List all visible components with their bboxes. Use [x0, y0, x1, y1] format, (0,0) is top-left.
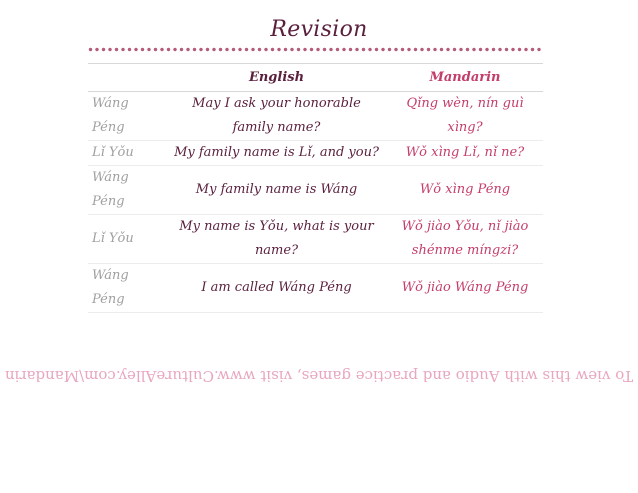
mandarin-cell: Qǐng wèn, nín guì xìng?: [387, 92, 543, 141]
speaker-cell: Lǐ Yǒu: [88, 215, 166, 264]
english-cell: My family name is Wáng: [166, 166, 387, 215]
dotted-divider: [88, 47, 543, 52]
mandarin-cell: Wǒ jiào Wáng Péng: [387, 264, 543, 313]
mandarin-cell: Wǒ xìng Lǐ, nǐ ne?: [387, 141, 543, 166]
page-title: Revision: [270, 17, 368, 42]
english-cell: My name is Yǒu, what is your name?: [166, 215, 387, 264]
revision-table: [88, 63, 543, 313]
english-cell: I am called Wáng Péng: [166, 264, 387, 313]
english-cell: May I ask your honorable family name?: [166, 92, 387, 141]
table-row: [88, 92, 543, 141]
speaker-cell: Wáng Péng: [88, 92, 166, 141]
table-row: [88, 141, 543, 166]
mandarin-cell: Wǒ xìng Péng: [387, 166, 543, 215]
header-mandarin: Mandarin: [387, 64, 543, 92]
speaker-cell: Wáng Péng: [88, 166, 166, 215]
table-header-row: [88, 64, 543, 92]
speaker-cell: Lǐ Yǒu: [88, 141, 166, 166]
english-cell: My family name is Lǐ, and you?: [166, 141, 387, 166]
header-english: English: [166, 64, 387, 92]
table-row: [88, 166, 543, 215]
speaker-cell: Wáng Péng: [88, 264, 166, 313]
table-row: [88, 215, 543, 264]
header-speaker: [88, 64, 166, 92]
mandarin-cell: Wǒ jiào Yǒu, nǐ jiào shénme míngzi?: [387, 215, 543, 264]
table-row: [88, 264, 543, 313]
promo-link-text[interactable]: To view this with Audio and practice games, visit www.CultureAlley.com\Mandarin: [4, 367, 634, 385]
